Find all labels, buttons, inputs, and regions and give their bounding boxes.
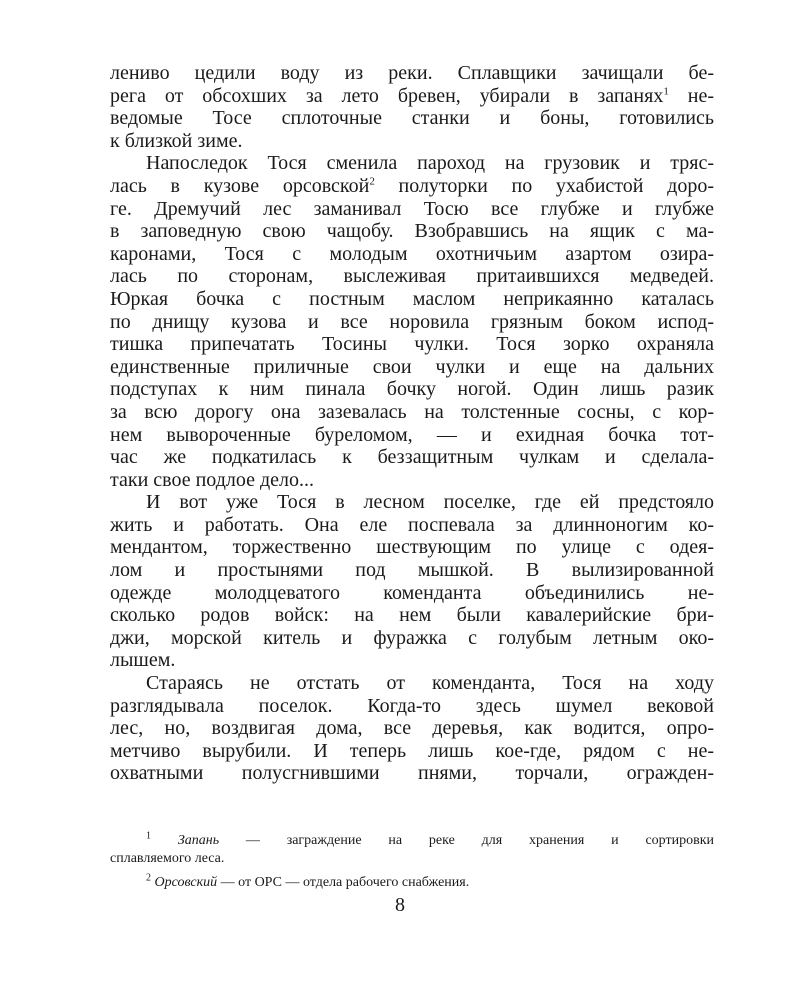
text-line: джи, морской китель и фуражка с голубым летным око- [110, 626, 714, 649]
text-line: Напоследок Тося сменила пароход на грузовик и тряс- [146, 152, 714, 175]
text-line: лышем. [110, 649, 176, 672]
text-line: час же подкатилась к беззащитным чулкам и сделала- [110, 446, 714, 469]
text-fragment: рега от обсохших за лето бревен, убирали в запанях [110, 84, 664, 107]
text-line: лась по сторонам, выслеживая притаившихся медведей. [110, 265, 714, 288]
footnote-2 [146, 874, 714, 892]
text-line: Стараясь не отстать от коменданта, Тося на ходу [146, 672, 714, 695]
text-line: разглядывала поселок. Когда-то здесь шумел вековой [110, 694, 714, 717]
text-line: ведомые Тосе сплоточные станки и боны, готовились [110, 107, 714, 130]
footnote-1-continuation: сплавляемого леса. [110, 851, 225, 866]
text-line: подступах к ним пинала бочку ногой. Один лишь разик [110, 378, 714, 401]
text-line: одежде молодцеватого коменданта объединились не- [110, 581, 714, 604]
text-line: тишка припечатать Тосины чулки. Тося зорко охраняла [110, 333, 714, 356]
footnote-1-mark: 1 [146, 830, 151, 842]
text-line: по днищу кузова и все норовила грязным боком испод- [110, 310, 714, 333]
footnote-ref-1: 1 [663, 84, 669, 97]
text-line: жить и работать. Она еле поспевала за длинноногим ко- [110, 513, 714, 536]
footnote-2-mark: 2 [146, 872, 151, 884]
footnote-1 [146, 832, 714, 850]
text-line: мендантом, торжественно шествующим по улице с одея- [110, 536, 714, 559]
text-line: метчиво вырубили. И теперь лишь кое-где, рядом с не- [110, 739, 714, 762]
text-line: к близкой зиме. [110, 129, 243, 152]
text-line: лом и простынями под мышкой. В вылизированной [110, 559, 714, 582]
text-line: охватными полусгнившими пнями, торчали, огражден- [110, 762, 714, 785]
text-line: лениво цедили воду из реки. Сплавщики зачищали бе- [110, 62, 714, 84]
text-line: И вот уже Тося в лесном поселке, где ей предстояло [146, 491, 714, 514]
text-line [110, 198, 714, 221]
page-number: 8 [395, 894, 405, 916]
text-fragment: не- [687, 84, 714, 107]
text-line [110, 85, 714, 108]
text-line: каронами, Тося с молодым охотничьим азартом озира- [110, 242, 714, 265]
text-line: за всю дорогу она зазевалась на толстенные сосны, с кор- [110, 400, 714, 423]
text-line: нем вывороченные буреломом, — и ехидная бочка тот- [110, 423, 714, 446]
text-line: таки свое подлое дело... [110, 468, 315, 491]
footnote-ref-2: 2 [369, 175, 375, 188]
text-line: Юркая бочка с постным маслом неприкаянно каталась [110, 287, 714, 310]
text-line: единственные приличные свои чулки и еще на дальних [110, 355, 714, 378]
text-line: в заповедную свою чащобу. Взобравшись на ящик с ма- [110, 220, 714, 243]
text-fragment: Дремучий лес заманивал Тосю все глубже и глубже [154, 197, 715, 220]
text-fragment: лась в кузове орсовской [110, 174, 370, 197]
main-text [110, 62, 714, 785]
footnote-2-text: — от ОРС — отдела рабочего снабжения. [220, 875, 470, 890]
text-line [110, 175, 714, 198]
footnotes [110, 830, 714, 892]
text-fragment: полуторки по ухабистой доро- [398, 174, 715, 197]
footnote-1-term: Запань [177, 833, 220, 848]
footnote-1-text: — заграждение на реке для хранения и сортировки [245, 833, 714, 848]
text-fragment: ге. [110, 197, 132, 220]
footnote-2-term: Орсовский [154, 875, 218, 890]
text-line: сколько родов войск: на нем были кавалерийские бри- [110, 604, 714, 627]
text-line: лес, но, воздвигая дома, все деревья, как водится, опро- [110, 717, 714, 740]
